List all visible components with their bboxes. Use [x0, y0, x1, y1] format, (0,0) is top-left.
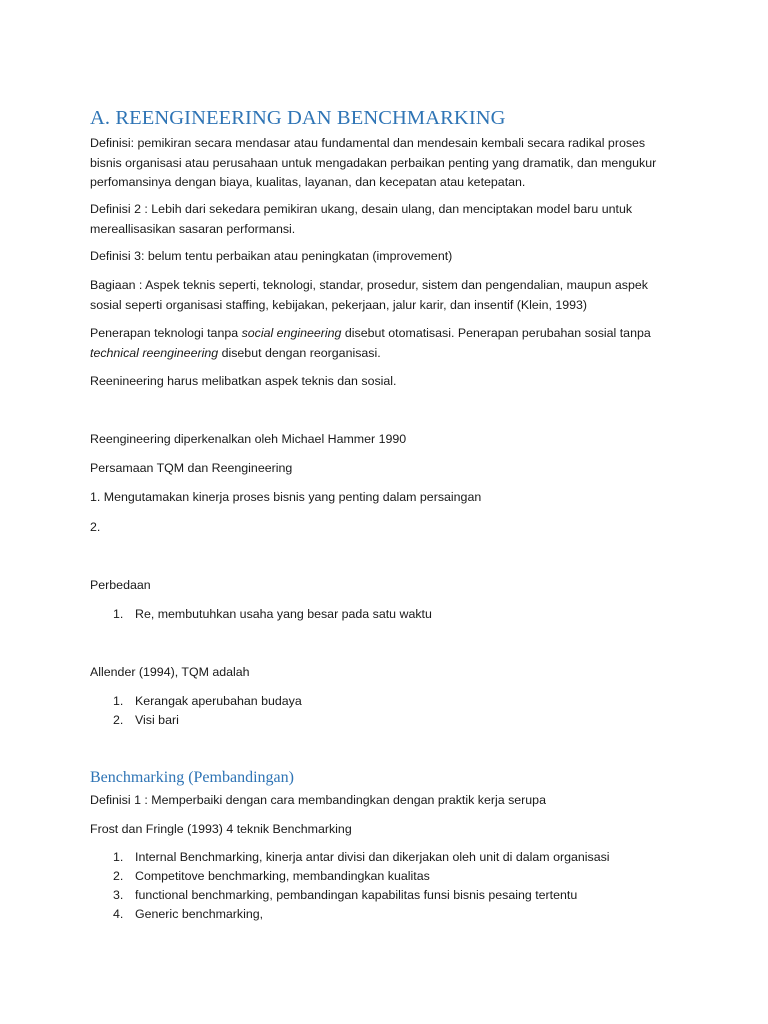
list-item-text: Kerangak aperubahan budaya	[135, 694, 302, 708]
definition-1: Definisi: pemikiran secara mendasar atau fundamental dan mendesain kembali secara radikal proses bisnis organisasi atau perusahaan untuk mengadakan perbaikan penting yang dramatik, dan mengukur perfomansinya dengan biaya, kualitas, layanan, dan kecepatan atau ketepatan.	[90, 136, 657, 189]
penerapan-text-1: Penerapan teknologi tanpa	[90, 326, 242, 340]
penerapan-emphasis-2: technical reengineering	[90, 345, 219, 360]
list-item-text: Re, membutuhkan usaha yang besar pada satu waktu	[135, 607, 432, 621]
reengineering-note: Reenineering harus melibatkan aspek teknis dan sosial.	[90, 374, 397, 388]
list-item-number: 3.	[113, 888, 124, 902]
perbedaan-heading: Perbedaan	[90, 578, 151, 592]
definition-2: Definisi 2 : Lebih dari sekedara pemikiran ukang, desain ulang, dan menciptakan model baru untuk mereallisasikan sasaran performansi.	[90, 202, 633, 236]
list-item-text: functional benchmarking, pembandingan kapabilitas funsi bisnis pesaing tertentu	[135, 888, 578, 902]
list-item-text: Visi bari	[135, 713, 179, 727]
benchmarking-techniques-heading: Frost dan Fringle (1993) 4 teknik Benchmarking	[90, 822, 352, 836]
list-item-number: 4.	[113, 907, 124, 921]
list-item-number: 2.	[113, 869, 124, 883]
benchmarking-definition: Definisi 1 : Memperbaiki dengan cara membandingkan dengan praktik kerja serupa	[90, 793, 546, 807]
persamaan-point-2: 2.	[90, 520, 101, 534]
definition-3: Definisi 3: belum tentu perbaikan atau peningkatan (improvement)	[90, 249, 453, 263]
list-item-number: 2.	[113, 713, 124, 727]
reengineering-intro: Reengineering diperkenalkan oleh Michael Hammer 1990	[90, 432, 407, 446]
penerapan-text-3: disebut dengan reorganisasi.	[218, 345, 381, 360]
bagian-paragraph: Bagiaan : Aspek teknis seperti, teknologi, standar, prosedur, sistem dan pengendalian, maupun aspek sosial seperti organisasi staffing, kebijakan, pekerjaan, jalur karir, dan insentif (Klein, 1993)	[90, 278, 648, 312]
page-title: A. REENGINEERING DAN BENCHMARKING	[90, 107, 506, 129]
allender-heading: Allender (1994), TQM adalah	[90, 665, 250, 679]
list-item-number: 1.	[113, 607, 124, 621]
persamaan-point-1: 1. Mengutamakan kinerja proses bisnis yang penting dalam persaingan	[90, 490, 482, 504]
persamaan-heading: Persamaan TQM dan Reengineering	[90, 461, 293, 475]
list-item-text: Competitove benchmarking, membandingkan kualitas	[135, 869, 430, 883]
penerapan-paragraph	[90, 324, 680, 363]
penerapan-text-2: disebut otomatisasi. Penerapan perubahan sosial tanpa	[341, 326, 651, 340]
list-item-number: 1.	[113, 850, 124, 864]
list-item-number: 1.	[113, 694, 124, 708]
list-item-text: Internal Benchmarking, kinerja antar divisi dan dikerjakan oleh unit di dalam organisasi	[135, 850, 610, 864]
section-heading-benchmarking: Benchmarking (Pembandingan)	[90, 769, 294, 786]
list-item-text: Generic benchmarking,	[135, 907, 264, 921]
penerapan-emphasis-1: social engineering	[241, 326, 342, 340]
